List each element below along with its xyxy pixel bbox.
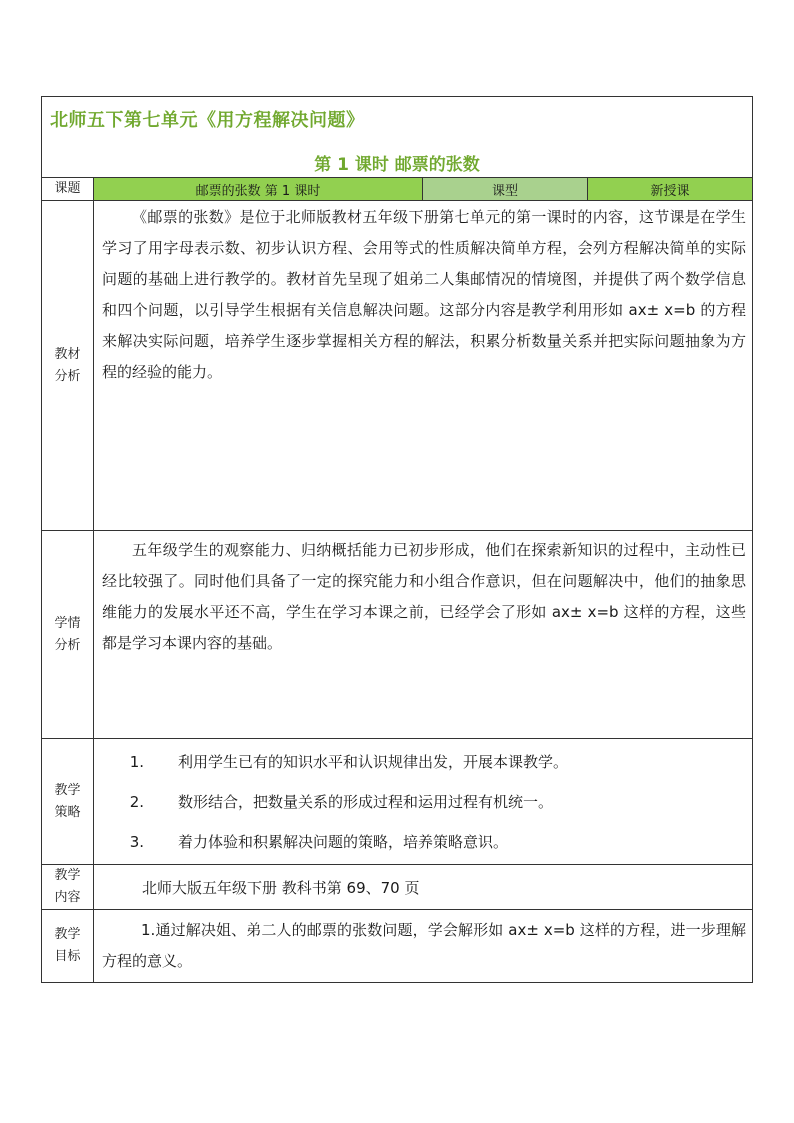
list-item [94,782,752,822]
list-item-number: 1. [129,753,144,771]
goals-label-line2: 目标 [54,949,81,964]
student-analysis-text: 五年级学生的观察能力、归纳概括能力已初步形成，他们在探索新知识的过程中，主动性已经比较强了。同时他们具备了一定的探究能力和小组合作意识，但在问题解决中，他们的抽象思维能力的发展水平还不高，学生在学习本课之前，已经学会了形如 ax± x=b 这样的方程，这些都是学习本课内容的基础。 [94,531,753,739]
material-analysis-row [42,201,753,531]
content-row [42,865,753,910]
goals-text: 1.通过解决姐、弟二人的邮票的张数问题，学会解形如 ax± x=b 这样的方程，进一步理解方程的意义。 [94,910,753,983]
list-item-text: 数形结合，把数量关系的形成过程和运用过程有机统一。 [178,793,554,811]
material-label-line2: 分析 [54,368,81,384]
main-title: 北师五下第七单元《用方程解决问题》 [50,110,365,131]
material-analysis-label [42,201,94,531]
strategy-label [42,739,94,865]
strategy-list [94,739,753,865]
list-item [94,742,752,782]
content-label-line1: 教学 [54,868,81,883]
material-label-line1: 教材 [54,346,81,362]
content-label [42,865,94,910]
content-label-line2: 内容 [54,890,81,905]
lesson-type-value: 新授课 [588,178,753,201]
title-cell [42,97,753,178]
list-item [94,822,752,862]
lesson-type-label: 课型 [423,178,588,201]
students-label-line2: 分析 [54,637,81,653]
students-label-line1: 学情 [54,615,81,631]
list-item-text: 着力体验和积累解决问题的策略，培养策略意识。 [178,833,509,851]
content-text: 北师大版五年级下册 教科书第 69、70 页 [94,865,753,910]
goals-label [42,910,94,983]
list-item-number: 2. [129,793,144,811]
strategy-label-line1: 教学 [54,782,81,798]
goals-row [42,910,753,983]
lesson-plan-table [41,96,753,983]
lesson-plan-document [41,96,752,983]
student-analysis-row [42,531,753,739]
strategy-row [42,739,753,865]
goals-label-line1: 教学 [54,927,81,942]
sub-title: 第 1 课时 邮票的张数 [314,155,480,175]
topic-value: 邮票的张数 第 1 课时 [94,178,423,201]
student-analysis-label [42,531,94,739]
strategy-label-line2: 策略 [54,804,81,820]
list-item-number: 3. [129,833,144,851]
material-analysis-text: 《邮票的张数》是位于北师版教材五年级下册第七单元的第一课时的内容，这节课是在学生学习了用字母表示数、初步认识方程、会用等式的性质解决简单方程，会列方程解决简单的实际问题的基础上进行教学的。教材首先呈现了姐弟二人集邮情况的情境图，并提供了两个数学信息和四个问题，以引导学生根据有关信息解决问题。这部分内容是教学利用形如 ax± x=b 的方程来解决实际问题，培养学生逐步掌握相关方程的解法，积累分析数量关系并把实际问题抽象为方程的经验的能力。 [94,201,753,531]
list-item-text: 利用学生已有的知识水平和认识规律出发，开展本课教学。 [178,753,569,771]
topic-row [42,178,753,201]
topic-label: 课题 [42,178,94,201]
